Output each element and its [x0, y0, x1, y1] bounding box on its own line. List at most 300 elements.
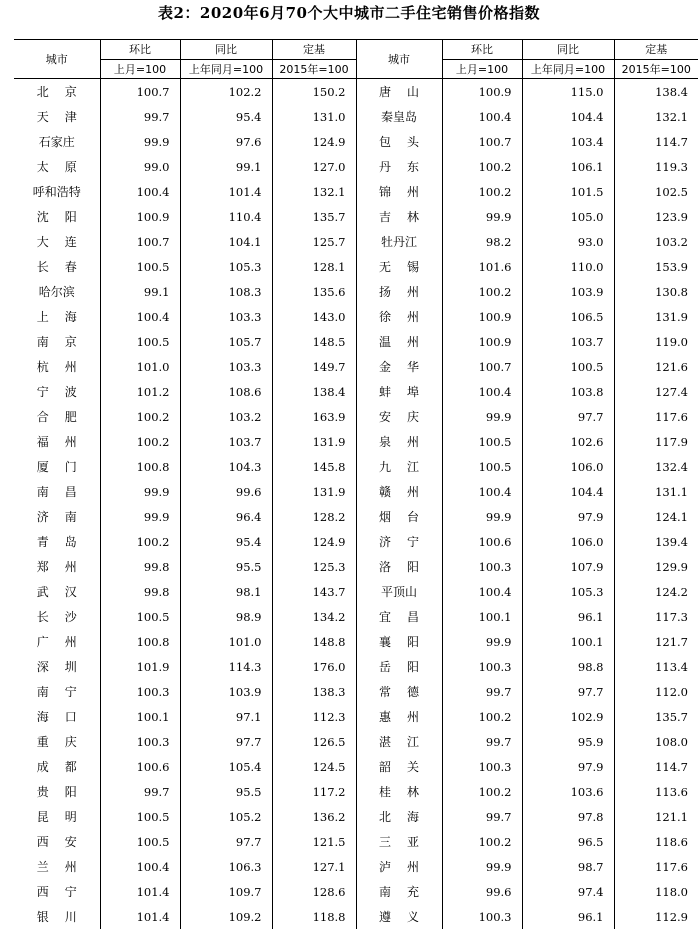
city-name-cell: [356, 854, 442, 879]
city-name-text: 昆明: [36, 810, 93, 824]
index-fixed-cell: 125.3: [272, 554, 356, 579]
index-yoy-cell: 110.0: [522, 254, 614, 279]
city-name-text: 泸州: [378, 860, 435, 874]
index-mom-cell: 100.9: [100, 204, 180, 229]
city-name-cell: [356, 379, 442, 404]
index-yoy-cell: 108.6: [180, 379, 272, 404]
index-mom-cell: 101.0: [100, 354, 180, 379]
page-title: 表2：2020年6月70个大中城市二手住宅销售价格指数: [158, 4, 540, 22]
index-mom-cell: 100.1: [100, 704, 180, 729]
table-row: [14, 279, 698, 304]
index-mom-cell: 100.7: [100, 79, 180, 105]
index-fixed-cell: 132.4: [614, 454, 698, 479]
city-name-text: 遵义: [378, 910, 435, 924]
city-name-cell: [356, 279, 442, 304]
index-mom-cell: 100.2: [100, 429, 180, 454]
city-name-cell: 平顶山: [356, 579, 442, 604]
index-yoy-cell: 106.0: [522, 529, 614, 554]
city-name-cell: [356, 429, 442, 454]
city-name-text: 沈阳: [36, 210, 93, 224]
table-row: [14, 529, 698, 554]
index-fixed-cell: 113.4: [614, 654, 698, 679]
index-mom-cell: 100.5: [100, 329, 180, 354]
city-name-text: 宁波: [36, 385, 93, 399]
index-yoy-cell: 99.6: [180, 479, 272, 504]
index-fixed-cell: 132.1: [614, 104, 698, 129]
index-yoy-cell: 103.6: [522, 779, 614, 804]
city-name-cell: [356, 154, 442, 179]
index-mom-cell: 100.4: [442, 104, 522, 129]
index-fixed-cell: 138.4: [272, 379, 356, 404]
col-subheader-yoy-base: 上年同月=100: [522, 59, 614, 79]
city-name-text: 宜昌: [378, 610, 435, 624]
index-yoy-cell: 97.7: [180, 829, 272, 854]
city-name-cell: [14, 154, 100, 179]
index-fixed-cell: 150.2: [272, 79, 356, 105]
index-fixed-cell: 145.8: [272, 454, 356, 479]
index-fixed-cell: 113.6: [614, 779, 698, 804]
city-name-cell: [14, 854, 100, 879]
city-name-text: 惠州: [378, 710, 435, 724]
city-name-cell: [14, 79, 100, 105]
index-yoy-cell: 96.4: [180, 504, 272, 529]
city-name-text: 包头: [378, 135, 435, 149]
city-name-text: 长春: [36, 260, 93, 274]
index-mom-cell: 99.0: [100, 154, 180, 179]
col-header-yoy: 同比: [522, 40, 614, 60]
index-yoy-cell: 103.9: [180, 679, 272, 704]
index-fixed-cell: 143.0: [272, 304, 356, 329]
index-yoy-cell: 103.2: [180, 404, 272, 429]
index-mom-cell: 100.5: [442, 454, 522, 479]
index-yoy-cell: 109.2: [180, 904, 272, 929]
col-header-city: 城市: [356, 40, 442, 79]
table-row: [14, 604, 698, 629]
index-mom-cell: 101.6: [442, 254, 522, 279]
city-name-cell: [14, 404, 100, 429]
city-name-cell: [14, 104, 100, 129]
index-fixed-cell: 124.9: [272, 529, 356, 554]
index-mom-cell: 99.7: [442, 729, 522, 754]
city-name-text: 西宁: [36, 885, 93, 899]
city-name-cell: [356, 79, 442, 105]
city-name-text: 武汉: [36, 585, 93, 599]
index-fixed-cell: 121.6: [614, 354, 698, 379]
index-mom-cell: 101.4: [100, 879, 180, 904]
city-name-text: 南宁: [36, 685, 93, 699]
index-yoy-cell: 103.9: [522, 279, 614, 304]
index-yoy-cell: 103.8: [522, 379, 614, 404]
index-yoy-cell: 98.7: [522, 854, 614, 879]
table-row: [14, 129, 698, 154]
table-row: [14, 704, 698, 729]
table-row: [14, 329, 698, 354]
city-name-cell: [14, 254, 100, 279]
index-mom-cell: 100.9: [442, 304, 522, 329]
index-mom-cell: 100.5: [442, 429, 522, 454]
table-row: [14, 104, 698, 129]
city-name-text: 深圳: [36, 660, 93, 674]
city-name-cell: [356, 629, 442, 654]
index-mom-cell: 99.9: [442, 204, 522, 229]
city-name-cell: [14, 429, 100, 454]
col-subheader-yoy-base: 上年同月=100: [180, 59, 272, 79]
index-fixed-cell: 135.7: [614, 704, 698, 729]
index-mom-cell: 100.3: [442, 904, 522, 929]
city-name-text: 杭州: [36, 360, 93, 374]
index-fixed-cell: 118.8: [272, 904, 356, 929]
city-name-text: 南昌: [36, 485, 93, 499]
index-yoy-cell: 97.7: [522, 679, 614, 704]
city-name-cell: [356, 254, 442, 279]
index-fixed-cell: 123.9: [614, 204, 698, 229]
index-yoy-cell: 103.3: [180, 354, 272, 379]
index-yoy-cell: 101.4: [180, 179, 272, 204]
city-name-cell: [14, 879, 100, 904]
index-fixed-cell: 138.4: [614, 79, 698, 105]
city-name-cell: [14, 679, 100, 704]
index-yoy-cell: 96.5: [522, 829, 614, 854]
index-mom-cell: 100.4: [100, 179, 180, 204]
city-name-text: 锦州: [378, 185, 435, 199]
index-mom-cell: 100.5: [100, 829, 180, 854]
index-yoy-cell: 106.5: [522, 304, 614, 329]
city-name-text: 兰州: [36, 860, 93, 874]
index-fixed-cell: 103.2: [614, 229, 698, 254]
table-row: [14, 254, 698, 279]
index-mom-cell: 100.2: [442, 279, 522, 304]
index-mom-cell: 100.8: [100, 629, 180, 654]
table-row: [14, 454, 698, 479]
index-fixed-cell: 148.8: [272, 629, 356, 654]
city-name-text: 海口: [36, 710, 93, 724]
index-fixed-cell: 131.9: [272, 479, 356, 504]
index-fixed-cell: 176.0: [272, 654, 356, 679]
index-yoy-cell: 96.1: [522, 904, 614, 929]
index-yoy-cell: 105.3: [180, 254, 272, 279]
index-mom-cell: 99.8: [100, 554, 180, 579]
city-name-cell: [14, 904, 100, 929]
city-name-cell: [356, 554, 442, 579]
index-yoy-cell: 102.9: [522, 704, 614, 729]
index-fixed-cell: 112.0: [614, 679, 698, 704]
city-name-cell: [356, 904, 442, 929]
city-name-cell: [14, 329, 100, 354]
index-mom-cell: 99.8: [100, 579, 180, 604]
index-fixed-cell: 124.9: [272, 129, 356, 154]
index-yoy-cell: 106.1: [522, 154, 614, 179]
index-yoy-cell: 104.3: [180, 454, 272, 479]
city-name-text: 温州: [378, 335, 435, 349]
city-name-cell: [14, 704, 100, 729]
city-name-text: 太原: [36, 160, 93, 174]
city-name-text: 银川: [36, 910, 93, 924]
index-yoy-cell: 100.1: [522, 629, 614, 654]
index-yoy-cell: 98.1: [180, 579, 272, 604]
table-row: [14, 554, 698, 579]
index-mom-cell: 98.2: [442, 229, 522, 254]
table-row: [14, 229, 698, 254]
index-mom-cell: 100.7: [442, 354, 522, 379]
table-row: [14, 304, 698, 329]
index-fixed-cell: 148.5: [272, 329, 356, 354]
city-name-cell: [14, 829, 100, 854]
index-yoy-cell: 105.0: [522, 204, 614, 229]
index-fixed-cell: 117.3: [614, 604, 698, 629]
city-name-text: 南京: [36, 335, 93, 349]
index-mom-cell: 99.1: [100, 279, 180, 304]
index-fixed-cell: 135.6: [272, 279, 356, 304]
city-name-text: 吉林: [378, 210, 435, 224]
col-subheader-mom-base: 上月=100: [100, 59, 180, 79]
table-row: [14, 404, 698, 429]
index-mom-cell: 100.2: [442, 779, 522, 804]
index-fixed-cell: 131.0: [272, 104, 356, 129]
city-name-text: 北海: [378, 810, 435, 824]
index-mom-cell: 100.9: [442, 329, 522, 354]
city-name-text: 济南: [36, 510, 93, 524]
index-yoy-cell: 103.3: [180, 304, 272, 329]
index-fixed-cell: 128.6: [272, 879, 356, 904]
city-name-cell: [356, 779, 442, 804]
index-yoy-cell: 110.4: [180, 204, 272, 229]
index-mom-cell: 99.7: [442, 804, 522, 829]
index-fixed-cell: 130.8: [614, 279, 698, 304]
city-name-cell: [14, 204, 100, 229]
index-fixed-cell: 128.2: [272, 504, 356, 529]
index-fixed-cell: 117.9: [614, 429, 698, 454]
city-name-cell: [14, 379, 100, 404]
index-mom-cell: 100.9: [442, 79, 522, 105]
index-yoy-cell: 99.1: [180, 154, 272, 179]
city-name-text: 福州: [36, 435, 93, 449]
city-name-text: 洛阳: [378, 560, 435, 574]
index-fixed-cell: 163.9: [272, 404, 356, 429]
index-yoy-cell: 95.4: [180, 529, 272, 554]
index-fixed-cell: 125.7: [272, 229, 356, 254]
index-fixed-cell: 117.2: [272, 779, 356, 804]
index-yoy-cell: 97.7: [180, 729, 272, 754]
index-fixed-cell: 114.7: [614, 129, 698, 154]
city-name-cell: 哈尔滨: [38, 285, 75, 299]
index-fixed-cell: 114.7: [614, 754, 698, 779]
city-name-cell: [14, 654, 100, 679]
city-name-text: 岳阳: [378, 660, 435, 674]
index-fixed-cell: 131.9: [614, 304, 698, 329]
city-name-cell: [14, 304, 100, 329]
city-name-cell: [356, 829, 442, 854]
index-fixed-cell: 124.5: [272, 754, 356, 779]
index-fixed-cell: 128.1: [272, 254, 356, 279]
city-name-cell: [14, 229, 100, 254]
index-fixed-cell: 127.4: [614, 379, 698, 404]
table-row: [14, 504, 698, 529]
city-name-text: 安庆: [378, 410, 435, 424]
index-yoy-cell: 103.7: [180, 429, 272, 454]
index-mom-cell: 99.9: [100, 504, 180, 529]
index-fixed-cell: 134.2: [272, 604, 356, 629]
index-mom-cell: 99.9: [442, 854, 522, 879]
index-mom-cell: 100.5: [100, 804, 180, 829]
index-yoy-cell: 103.4: [522, 129, 614, 154]
city-name-text: 郑州: [36, 560, 93, 574]
table-row: [14, 779, 698, 804]
city-name-cell: [14, 479, 100, 504]
city-name-text: 西安: [36, 835, 93, 849]
index-mom-cell: 99.7: [442, 679, 522, 704]
city-name-cell: [356, 479, 442, 504]
table-row: [14, 79, 698, 105]
index-fixed-cell: 118.6: [614, 829, 698, 854]
city-name-text: 重庆: [36, 735, 93, 749]
city-name-cell: [356, 454, 442, 479]
index-fixed-cell: 138.3: [272, 679, 356, 704]
index-yoy-cell: 101.5: [522, 179, 614, 204]
city-name-cell: [14, 554, 100, 579]
index-yoy-cell: 105.7: [180, 329, 272, 354]
index-yoy-cell: 97.4: [522, 879, 614, 904]
city-name-text: 泉州: [378, 435, 435, 449]
city-name-text: 广州: [36, 635, 93, 649]
col-header-fixed: 定基: [272, 40, 356, 60]
index-yoy-cell: 104.4: [522, 104, 614, 129]
city-name-cell: 呼和浩特: [32, 185, 81, 199]
table-row: [14, 479, 698, 504]
table-row: [14, 829, 698, 854]
index-mom-cell: 101.4: [100, 904, 180, 929]
city-name-text: 济宁: [378, 535, 435, 549]
index-fixed-cell: 136.2: [272, 804, 356, 829]
table-row: [14, 729, 698, 754]
index-mom-cell: 100.2: [442, 829, 522, 854]
index-fixed-cell: 121.1: [614, 804, 698, 829]
col-header-fixed: 定基: [614, 40, 698, 60]
city-name-text: 常德: [378, 685, 435, 699]
index-yoy-cell: 96.1: [522, 604, 614, 629]
city-name-text: 襄阳: [378, 635, 435, 649]
table-row: [14, 204, 698, 229]
city-name-cell: [356, 654, 442, 679]
index-fixed-cell: 119.0: [614, 329, 698, 354]
index-mom-cell: 100.2: [442, 154, 522, 179]
index-mom-cell: 100.2: [442, 704, 522, 729]
col-subheader-fixed-base: 2015年=100: [614, 59, 698, 79]
city-name-text: 三亚: [378, 835, 435, 849]
index-mom-cell: 99.9: [442, 404, 522, 429]
city-name-cell: [356, 129, 442, 154]
index-yoy-cell: 101.0: [180, 629, 272, 654]
price-index-table: [14, 39, 698, 929]
city-name-cell: [356, 879, 442, 904]
index-fixed-cell: 153.9: [614, 254, 698, 279]
index-yoy-cell: 109.7: [180, 879, 272, 904]
index-mom-cell: 100.3: [442, 754, 522, 779]
index-fixed-cell: 127.0: [272, 154, 356, 179]
city-name-cell: [14, 729, 100, 754]
city-name-cell: [356, 604, 442, 629]
city-name-text: 扬州: [378, 285, 435, 299]
city-name-text: 蚌埠: [378, 385, 435, 399]
city-name-text: 烟台: [378, 510, 435, 524]
index-mom-cell: 100.7: [442, 129, 522, 154]
city-name-text: 合肥: [36, 410, 93, 424]
city-name-cell: [356, 304, 442, 329]
index-yoy-cell: 104.4: [522, 479, 614, 504]
index-fixed-cell: 121.7: [614, 629, 698, 654]
city-name-text: 赣州: [378, 485, 435, 499]
index-mom-cell: 100.3: [100, 729, 180, 754]
index-mom-cell: 100.1: [442, 604, 522, 629]
index-mom-cell: 100.3: [442, 654, 522, 679]
index-fixed-cell: 112.9: [614, 904, 698, 929]
city-name-text: 厦门: [36, 460, 93, 474]
index-yoy-cell: 97.7: [522, 404, 614, 429]
index-mom-cell: 100.5: [100, 604, 180, 629]
col-header-yoy: 同比: [180, 40, 272, 60]
city-name-cell: [14, 529, 100, 554]
index-mom-cell: 99.9: [442, 629, 522, 654]
index-mom-cell: 100.4: [442, 379, 522, 404]
city-name-text: 南充: [378, 885, 435, 899]
index-mom-cell: 99.9: [442, 504, 522, 529]
city-name-cell: 牡丹江: [356, 229, 442, 254]
city-name-text: 成都: [36, 760, 93, 774]
table-row: [14, 429, 698, 454]
index-yoy-cell: 95.4: [180, 104, 272, 129]
col-subheader-fixed-base: 2015年=100: [272, 59, 356, 79]
city-name-text: 天津: [36, 110, 93, 124]
city-name-cell: [14, 629, 100, 654]
city-name-cell: [356, 754, 442, 779]
table-row: [14, 854, 698, 879]
index-fixed-cell: 132.1: [272, 179, 356, 204]
index-yoy-cell: 95.5: [180, 554, 272, 579]
index-fixed-cell: 143.7: [272, 579, 356, 604]
index-yoy-cell: 106.3: [180, 854, 272, 879]
index-yoy-cell: 106.0: [522, 454, 614, 479]
city-name-text: 湛江: [378, 735, 435, 749]
city-name-cell: 秦皇岛: [356, 104, 442, 129]
city-name-cell: [356, 329, 442, 354]
city-name-cell: [356, 504, 442, 529]
index-yoy-cell: 103.7: [522, 329, 614, 354]
index-fixed-cell: 124.2: [614, 579, 698, 604]
city-name-cell: [14, 779, 100, 804]
index-mom-cell: 100.2: [100, 404, 180, 429]
table-row: [14, 154, 698, 179]
index-fixed-cell: 108.0: [614, 729, 698, 754]
city-name-text: 韶关: [378, 760, 435, 774]
index-mom-cell: 99.7: [100, 779, 180, 804]
col-header-mom: 环比: [442, 40, 522, 60]
index-yoy-cell: 97.9: [522, 504, 614, 529]
city-name-cell: [356, 354, 442, 379]
index-yoy-cell: 105.4: [180, 754, 272, 779]
table-row: [14, 679, 698, 704]
city-name-cell: [14, 454, 100, 479]
index-yoy-cell: 100.5: [522, 354, 614, 379]
city-name-text: 青岛: [36, 535, 93, 549]
city-name-cell: [356, 679, 442, 704]
city-name-cell: [14, 504, 100, 529]
index-yoy-cell: 105.3: [522, 579, 614, 604]
table-row: [14, 354, 698, 379]
city-name-text: 徐州: [378, 310, 435, 324]
col-header-mom: 环比: [100, 40, 180, 60]
col-header-city: 城市: [14, 40, 100, 79]
index-mom-cell: 99.9: [100, 129, 180, 154]
city-name-text: 唐山: [378, 85, 435, 99]
